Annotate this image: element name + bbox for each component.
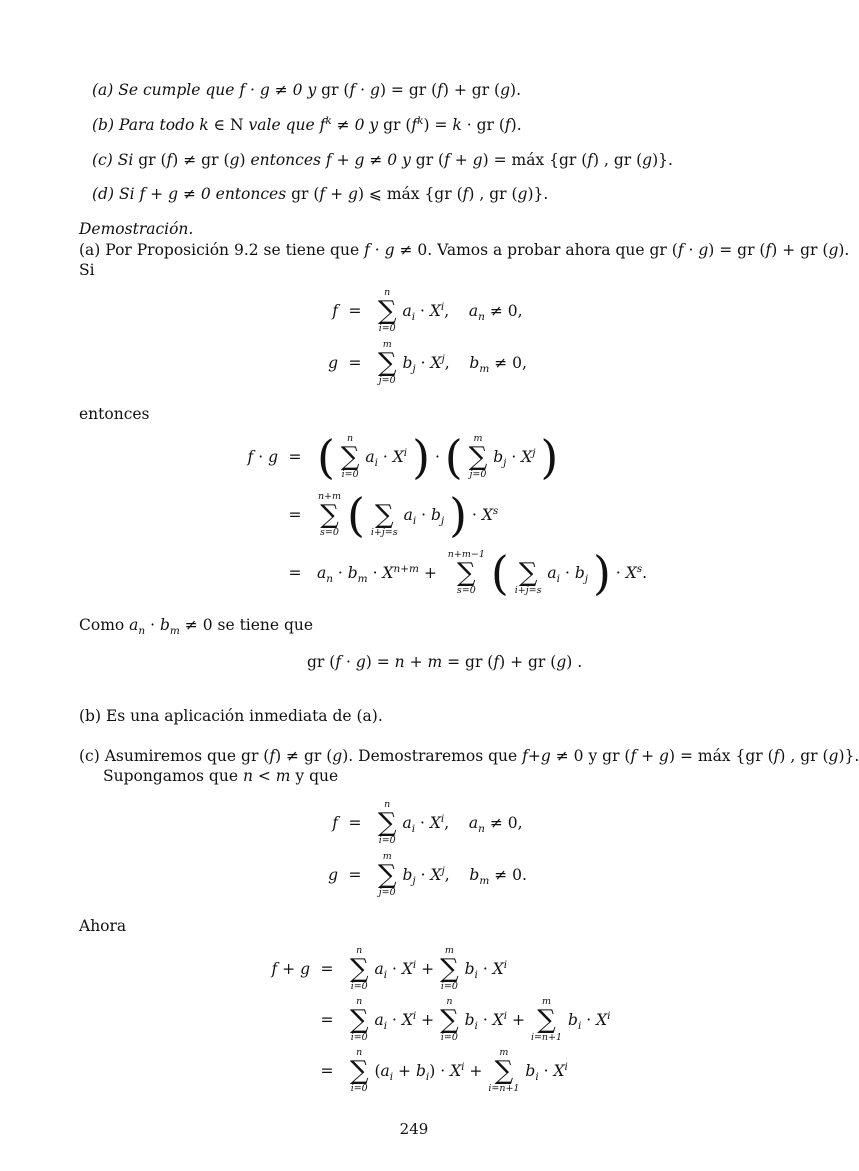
proof-b-line: (b) Es una aplicación inmediata de (a).: [79, 707, 383, 725]
item-c-text-2: entonces: [250, 151, 321, 169]
page-number: 249: [399, 1120, 429, 1138]
proof-supongamos-2: y que: [295, 767, 339, 785]
proof-a-line: (a) Por Proposición 9.2 se tiene que f · g ≠ 0. Vamos a probar ahora que gr (f · g) = gr (f) + gr (g).: [79, 241, 850, 259]
item-a: (a) Se cumple que f · g ≠ 0 y gr (f · g) = gr (f) + gr (g).: [92, 81, 522, 99]
proof-ahora: Ahora: [79, 917, 127, 935]
item-c-label: (c): [92, 151, 113, 169]
equation-sum-line-2: = n ∑ i=0 $a_i \cdot X^i$ + n ∑ i=0 $b_i \cdot X^i$ + m ∑ i=n+1 $b_i \cdot X^i$: [320, 996, 611, 1043]
equation-sum-line-3: = n ∑ i=0 $(a_i + b_i) \cdot X^i$ + m ∑ i=n+1 $b_i \cdot X^i$: [320, 1047, 568, 1094]
item-c: (c) Si gr (f) ≠ gr (g) entonces f + g ≠ 0 y gr (f + g) = máx {gr (f) , gr (g)}.: [92, 151, 673, 169]
proof-c-text-1: Asumiremos que: [104, 747, 237, 765]
equation-f-def-1: f = n ∑ i=0 $a_i \cdot X^i$, $a_n \ne 0$,: [332, 287, 523, 334]
proof-supongamos-1: Supongamos que: [103, 767, 238, 785]
proof-a-text-2: . Vamos a probar ahora que: [427, 241, 645, 259]
proof-como-line: Como $a_n \cdot b_m \ne 0$ se tiene que: [79, 616, 314, 638]
item-b-text-1: Para todo: [118, 116, 195, 134]
item-d-text-2: entonces: [215, 185, 287, 203]
item-d: (d) Si f + g ≠ 0 entonces gr (f + g) ⩽ máx {gr (f) , gr (g)}.: [92, 185, 549, 203]
equation-g-def-2: g = m ∑ j=0 $b_j \cdot X^j$, $b_m \ne 0$.: [328, 851, 527, 898]
proof-entonces: entonces: [79, 405, 150, 423]
proof-c-text-2: . Demostraremos que: [348, 747, 518, 765]
item-d-text-1: Si: [118, 185, 135, 203]
equation-product-line-2: = n+m ∑ s=0 ( ∑ i+j=s $a_i \cdot b_j$ ) · $X^s$: [288, 488, 499, 542]
item-b-text-2: vale que: [248, 116, 315, 134]
proof-c-label: (c): [79, 747, 100, 765]
item-a-label: (a): [92, 81, 114, 99]
item-c-text-1: Si: [117, 151, 134, 169]
proof-a-label: (a): [79, 241, 101, 259]
proof-c-line: (c) Asumiremos que gr (f) ≠ gr (g). Demostraremos que f+g ≠ 0 y gr (f + g) = máx {gr (f) , gr (g)}.: [79, 747, 859, 765]
item-b-label: (b): [92, 116, 115, 134]
proof-como-2: se tiene que: [217, 616, 314, 634]
item-a-text-1: Se cumple que: [118, 81, 235, 99]
proof-si: Si: [79, 261, 95, 279]
equation-sum-line-1: f + g = n ∑ i=0 $a_i \cdot X^i$ + m ∑ i=0 $b_i \cdot X^i$: [271, 945, 508, 992]
equation-degree-product: gr (f · g) = n + m = gr (f) + gr (g) .: [307, 653, 583, 671]
item-b-text-3: y: [369, 116, 379, 134]
item-b: (b) Para todo k ∈ N vale que $f^k \ne 0$ y gr $(f^k) = k$ · gr (f).: [92, 114, 522, 134]
proof-como-1: Como: [79, 616, 125, 634]
proof-heading: Demostración.: [79, 220, 194, 238]
item-d-label: (d): [92, 185, 115, 203]
item-a-text-2: y: [307, 81, 317, 99]
equation-g-def-1: g = m ∑ j=0 $b_j \cdot X^j$, $b_m \ne 0$,: [328, 339, 527, 386]
equation-product-line-1: f · g = ( n ∑ i=0 $a_i \cdot X^i$ ) · ( m ∑ j=0 $b_j \cdot X^j$ ): [247, 430, 559, 484]
equation-product-line-3: = $a_n \cdot b_m \cdot X^{n+m}$ + n+m−1 ∑ s=0 ( ∑ i+j=s $a_i \cdot b_j$ ) · $X^s$.: [288, 546, 648, 600]
proof-c-text-3: y: [588, 747, 598, 765]
proof-supongamos-line: Supongamos que n < m y que: [103, 767, 339, 785]
item-c-text-3: y: [402, 151, 411, 169]
proof-a-text-1: Por Proposición 9.2 se tiene que: [105, 241, 360, 259]
equation-f-def-2: f = n ∑ i=0 $a_i \cdot X^i$, $a_n \ne 0$,: [332, 799, 523, 846]
